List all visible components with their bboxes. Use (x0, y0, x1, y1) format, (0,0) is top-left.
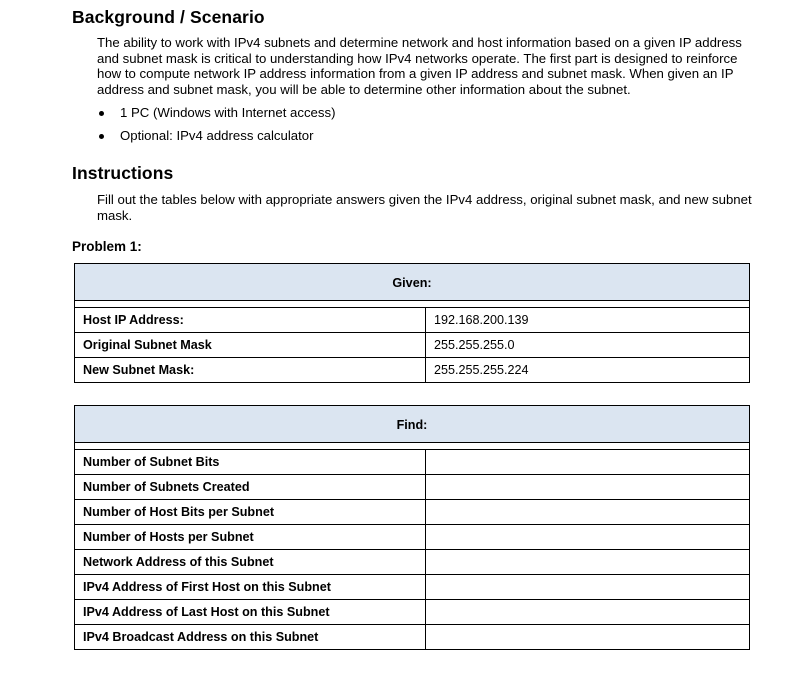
list-item: Optional: IPv4 address calculator (97, 128, 335, 151)
answer-cell[interactable] (426, 525, 750, 550)
answer-cell[interactable] (426, 475, 750, 500)
answer-cell[interactable] (426, 500, 750, 525)
row-label: Number of Hosts per Subnet (75, 525, 426, 550)
table-spacer (75, 443, 750, 450)
table-row (75, 600, 750, 625)
table-row (75, 575, 750, 600)
background-paragraph: The ability to work with IPv4 subnets and determine network and host information based on a given IP address and subnet mask is critical to understanding how IPv4 networks operate. The first part is designed to reinforce how to compute network IP address information from a given IP address and subnet mask. When given an IP address and subnet mask, you will be able to determine other information about the subnet. (97, 35, 742, 97)
table-row (75, 358, 750, 383)
row-label: Number of Subnets Created (75, 475, 426, 500)
row-label: New Subnet Mask: (75, 358, 426, 383)
table-row (75, 625, 750, 650)
instructions-paragraph: Fill out the tables below with appropriate answers given the IPv4 address, original subnet mask, and new subnet mask. (97, 192, 752, 223)
requirements-list (97, 105, 335, 151)
list-item: 1 PC (Windows with Internet access) (97, 105, 335, 128)
given-table (74, 263, 750, 383)
find-table-header: Find: (75, 406, 750, 443)
find-table (74, 405, 750, 650)
row-value: 255.255.255.0 (426, 333, 750, 358)
row-label: Original Subnet Mask (75, 333, 426, 358)
row-label: Network Address of this Subnet (75, 550, 426, 575)
problem-label: Problem 1: (72, 239, 142, 254)
row-value: 192.168.200.139 (426, 308, 750, 333)
answer-cell[interactable] (426, 450, 750, 475)
table-row (75, 450, 750, 475)
answer-cell[interactable] (426, 600, 750, 625)
table-row (75, 500, 750, 525)
row-label: Number of Host Bits per Subnet (75, 500, 426, 525)
table-row (75, 333, 750, 358)
instructions-heading: Instructions (72, 163, 174, 183)
background-heading: Background / Scenario (72, 7, 265, 27)
answer-cell[interactable] (426, 625, 750, 650)
table-row (75, 475, 750, 500)
row-label: IPv4 Address of First Host on this Subnet (75, 575, 426, 600)
row-label: Host IP Address: (75, 308, 426, 333)
answer-cell[interactable] (426, 550, 750, 575)
table-row (75, 525, 750, 550)
given-table-header: Given: (75, 264, 750, 301)
answer-cell[interactable] (426, 575, 750, 600)
row-label: IPv4 Address of Last Host on this Subnet (75, 600, 426, 625)
row-value: 255.255.255.224 (426, 358, 750, 383)
table-row (75, 308, 750, 333)
row-label: Number of Subnet Bits (75, 450, 426, 475)
row-label: IPv4 Broadcast Address on this Subnet (75, 625, 426, 650)
table-row (75, 550, 750, 575)
table-spacer (75, 301, 750, 308)
